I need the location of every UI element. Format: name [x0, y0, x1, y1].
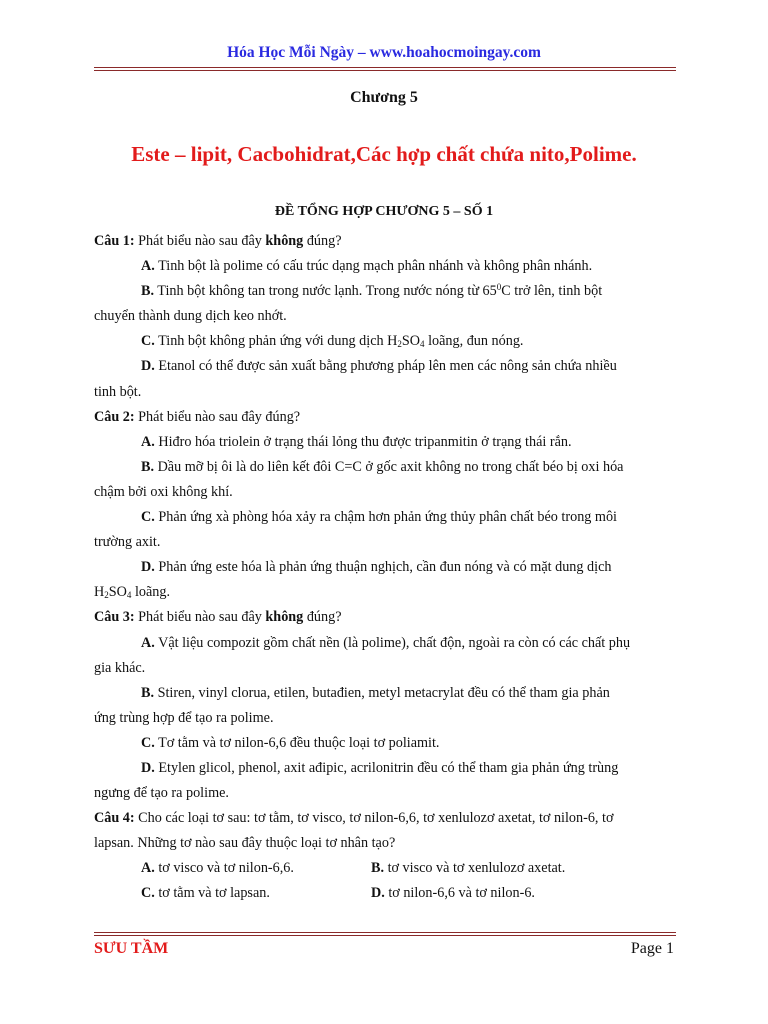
option-b: B. tơ visco và tơ xenlulozơ axetat. — [371, 860, 566, 877]
options-row-1 — [94, 856, 674, 881]
question-label: Câu 2: — [94, 408, 135, 425]
option-d-continuation: $H_2SO_4$ loãng. — [94, 584, 171, 601]
footer-source: SƯU TẦM — [94, 940, 169, 957]
option-a: A. tơ visco và tơ nilon-6,6. — [141, 860, 294, 877]
header-rule — [94, 67, 676, 71]
option-b-continuation: chậm bởi oxi không khí. — [94, 483, 233, 500]
option-d: D. Phản ứng este hóa là phản ứng thuận nghịch, cần đun nóng và có mặt dung dịch — [141, 559, 612, 576]
option-c-continuation: trường axit. — [94, 534, 161, 551]
footer-rule — [94, 932, 676, 936]
question-1: Câu 1: Phát biểu nào sau đây không đúng? — [94, 233, 342, 249]
option-c: C. Phản ứng xà phòng hóa xảy ra chậm hơn phản ứng thủy phân chất béo trong môi — [141, 509, 617, 526]
option-c: C. Tơ tằm và tơ nilon-6,6 đều thuộc loại tơ poliamit. — [141, 734, 440, 751]
page-number: Page 1 — [630, 940, 674, 957]
document-title: Este – lipit, Cacbohidrat,Các hợp chất chứa nito,Polime. — [131, 142, 637, 166]
question-label: Câu 3: — [94, 609, 135, 626]
exam-subtitle: ĐỀ TỔNG HỢP CHƯƠNG 5 – SỐ 1 — [274, 204, 494, 219]
option-b-continuation: chuyển thành dung dịch keo nhớt. — [94, 308, 287, 325]
option-d-continuation: ngưng để tạo ra polime. — [94, 785, 229, 802]
page-header: Hóa Học Mỗi Ngày – www.hoahocmoingay.com — [227, 44, 541, 61]
option-c: C. Tinh bột không phản ứng với dung dịch $H_2SO_4$ loãng, đun nóng. — [141, 333, 524, 350]
question-label: Câu 1: — [94, 233, 135, 249]
option-a: A. Tinh bột là polime có cấu trúc dạng mạch phân nhánh và không phân nhánh. — [141, 258, 593, 275]
option-d-continuation: tinh bột. — [94, 383, 142, 400]
option-d: D. Etanol có thể được sản xuất bằng phương pháp lên men các nông sản chứa nhiều — [141, 358, 617, 375]
option-c: C. tơ tằm và tơ lapsan. — [141, 885, 270, 902]
option-b-continuation: ứng trùng hợp để tạo ra polime. — [94, 709, 274, 726]
option-a-continuation: gia khác. — [94, 659, 146, 676]
option-b: B. Tinh bột không tan trong nước lạnh. Trong nước nóng từ $65^0C$ trở lên, tinh bột — [141, 282, 603, 300]
option-b: B. Stiren, vinyl clorua, etilen, butađien, metyl metacrylat đều có thể tham gia phản — [141, 684, 610, 701]
question-2: Câu 2: Phát biểu nào sau đây đúng? — [94, 408, 301, 425]
question-list — [94, 229, 674, 907]
options-row-2 — [94, 881, 674, 906]
option-d: D. tơ nilon-6,6 và tơ nilon-6. — [371, 885, 535, 902]
chapter-heading: Chương 5 — [350, 89, 418, 106]
question-3: Câu 3: Phát biểu nào sau đây không đúng? — [94, 609, 342, 626]
question-label: Câu 4: — [94, 810, 135, 827]
question-4: Câu 4: Cho các loại tơ sau: tơ tằm, tơ visco, tơ nilon-6,6, tơ xenlulozơ axetat, tơ nilon-6, tơ — [94, 810, 614, 827]
option-b: B. Dầu mỡ bị ôi là do liên kết đôi C=C ở gốc axit không no trong chất béo bị oxi hóa — [141, 458, 624, 475]
question-4-continuation: lapsan. Những tơ nào sau đây thuộc loại tơ nhân tạo? — [94, 835, 396, 852]
option-d: D. Etylen glicol, phenol, axit ađipic, acrilonitrin đều có thể tham gia phản ứng trùng — [141, 759, 619, 776]
option-a: A. Hiđro hóa triolein ở trạng thái lỏng thu được tripanmitin ở trạng thái rắn. — [141, 433, 572, 450]
option-a: A. Vật liệu compozit gồm chất nền (là polime), chất độn, ngoài ra còn có các chất phụ — [141, 634, 631, 651]
